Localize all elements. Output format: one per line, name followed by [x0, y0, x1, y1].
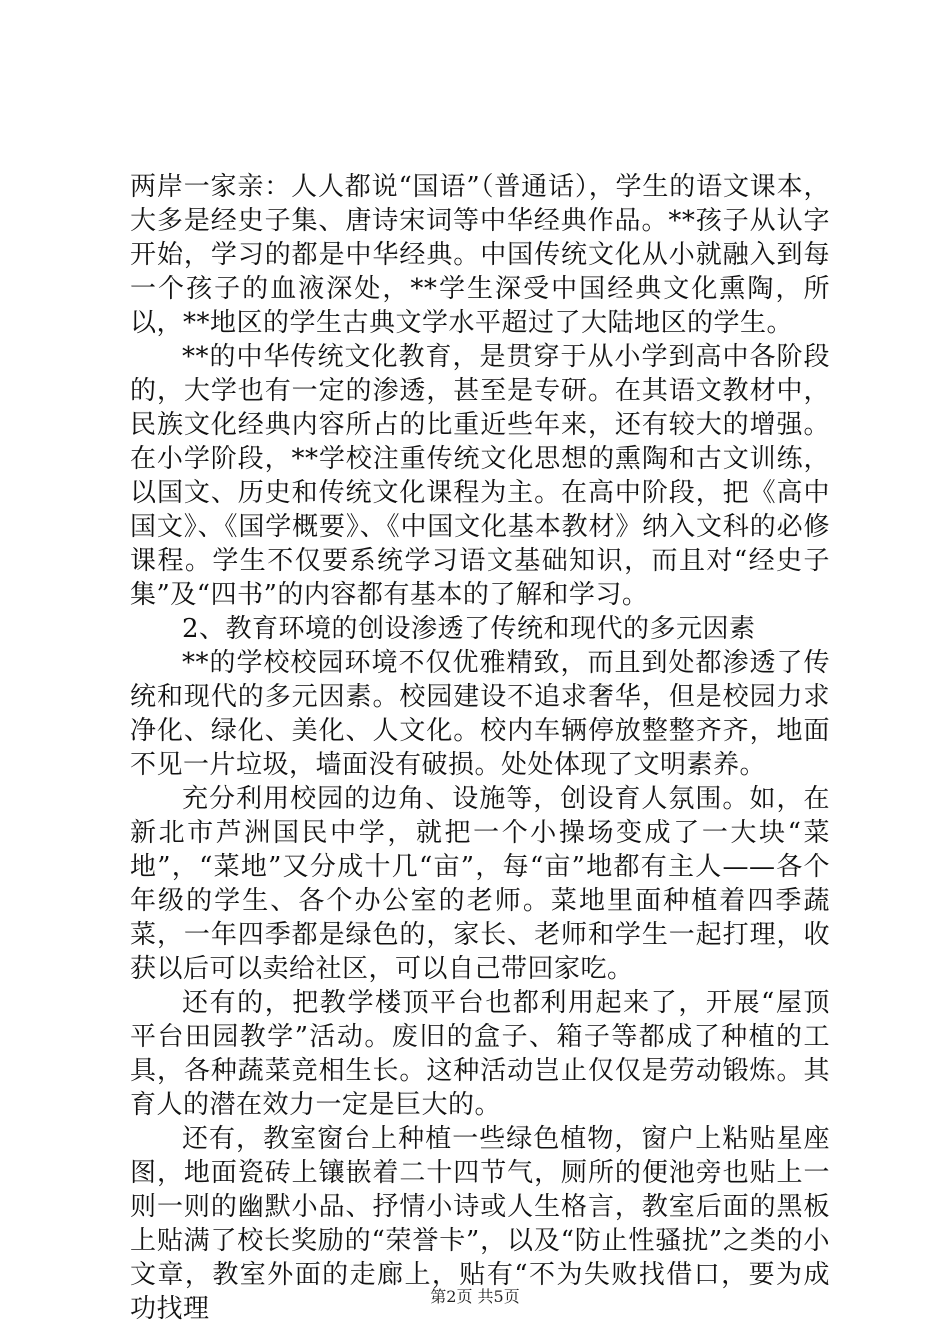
paragraph-5: 还有的，把教学楼顶平台也都利用起来了，开展“屋顶平台田园教学”活动。废旧的盒子、箱子等都成了种植的工具，各种蔬菜竞相生长。这种活动岂止仅仅是劳动锻炼。其育人的潜在效力一定是巨大的。	[130, 988, 830, 1120]
document-body	[130, 170, 830, 1326]
paragraph-2: **的中华传统文化教育，是贯穿于从小学到高中各阶段的，大学也有一定的渗透，甚至是专研。在其语文教材中，民族文化经典内容所占的比重近些年来，还有较大的增强。在小学阶段，**学校注重传统文化思想的熏陶和古文训练，以国文、历史和传统文化课程为主。在高中阶段，把《高中国文》、《国学概要》、《中国文化基本教材》纳入文科的必修课程。学生不仅要系统学习语文基础知识，而且对“经史子集”及“四书”的内容都有基本的了解和学习。	[130, 342, 830, 610]
page-footer: 第2页 共5页	[430, 1287, 520, 1306]
paragraph-3: **的学校校园环境不仅优雅精致，而且到处都渗透了传统和现代的多元因素。校园建设不追求奢华，但是校园力求净化、绿化、美化、人文化。校内车辆停放整整齐齐，地面不见一片垃圾，墙面没有破损。处处体现了文明素养。	[130, 648, 830, 780]
section-heading: 2、教育环境的创设渗透了传统和现代的多元因素	[182, 614, 756, 644]
paragraph-4: 充分利用校园的边角、设施等，创设育人氛围。如，在新北市芦洲国民中学，就把一个小操场变成了一大块“菜地”，“菜地”又分成十几“亩”，每“亩”地都有主人——各个年级的学生、各个办公室的老师。菜地里面种植着四季蔬菜，一年四季都是绿色的，家长、老师和学生一起打理，收获以后可以卖给社区，可以自己带回家吃。	[130, 784, 830, 984]
paragraph-1: 两岸一家亲：人人都说“国语”（普通话），学生的语文课本，大多是经史子集、唐诗宋词等中华经典作品。**孩子从认字开始，学习的都是中华经典。中国传统文化从小就融入到每一个孩子的血液深处，**学生深受中国经典文化熏陶，所以，**地区的学生古典文学水平超过了大陆地区的学生。	[130, 172, 830, 338]
paragraph-6: 还有，教室窗台上种植一些绿色植物，窗户上粘贴星座图，地面瓷砖上镶嵌着二十四节气，厕所的便池旁也贴上一则一则的幽默小品、抒情小诗或人生格言，教室后面的黑板上贴满了校长奖励的“荣誉卡”，以及“防止性骚扰”之类的小文章，教室外面的走廊上，贴有“不为失败找借口，要为成功找理	[130, 1124, 830, 1324]
